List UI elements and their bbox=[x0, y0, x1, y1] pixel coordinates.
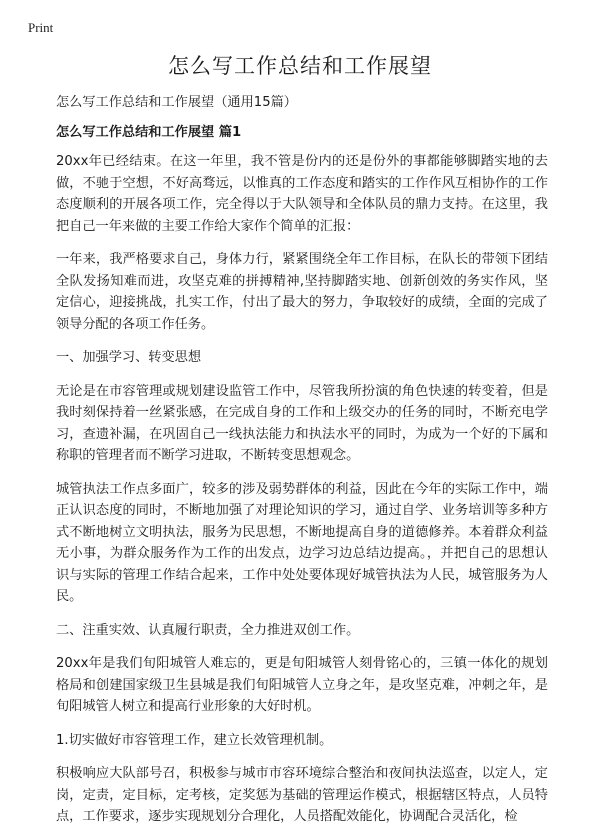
document-title: 怎么写工作总结和工作展望 bbox=[168, 54, 432, 78]
paragraph: 城管执法工作点多面广，较多的涉及弱势群体的利益，因此在今年的实际工作中，端正认识态度的同时，不断地加强了对理论知识的学习，通过自学、业务培训等多种方式不断地树立文明执法，服务为民思想，不断地提高自身的道德修养。本着群众利益无小事，为群众服务作为工作的出发点，边学习边总结边提高。，并把自己的思想认识与实际的管理工作结合起来，工作中处处要体现好城管执法为人民，城管服务为人民。 bbox=[56, 481, 548, 604]
section-heading: 一、加强学习、转变思想 bbox=[56, 350, 202, 365]
sub-heading: 1.切实做好市容管理工作，建立长效管理机制。 bbox=[56, 732, 333, 748]
paragraph: 一年来，我严格要求自己，身体力行，紧紧围绕全年工作目标，在队长的带领下团结全队发扬知难而进，攻坚克难的拼搏精神,坚持脚踏实地、创新创效的务实作风，坚定信心，迎接挑战，扎实工作，付出了最大的努力，争取较好的成绩，全面的完成了领导分配的各项工作任务。 bbox=[56, 252, 548, 332]
print-link[interactable]: Print bbox=[28, 20, 54, 35]
section-heading: 二、注重实效、认真履行职责，全力推进双创工作。 bbox=[56, 622, 360, 638]
document-body bbox=[56, 92, 548, 840]
paragraph: 无论是在市容管理或规划建设监管工作中，尽管我所扮演的角色快速的转变着，但是我时刻保持着一丝紧张感，在完成自身的工作和上级交办的任务的同时，不断充电学习，查遗补漏，在巩固自己一线执法能力和执法水平的同时，为成为一个好的下属和称职的管理者而不断学习进取，不断转变思想观念。 bbox=[56, 383, 548, 463]
paragraph: 20xx年是我们旬阳城管人难忘的，更是旬阳城管人刻骨铭心的，三镇一体化的规划格局和创建国家级卫生县城是我们旬阳城管人立身之年，是攻坚克难，冲刺之年，是旬阳城管人树立和提高行业形象的大好时机。 bbox=[56, 656, 548, 714]
paragraph: 积极响应大队部号召，积极参与城市市容环境综合整治和夜间执法巡查，以定人，定岗，定责，定目标，定考核，定奖惩为基础的管理运作模式，根据辖区特点，人员特点，工作要求，逐步实现规划分合理化，人员搭配效能化，协调配合灵活化，检 bbox=[56, 766, 548, 824]
document-subtitle: 怎么写工作总结和工作展望（通用15篇） bbox=[56, 95, 297, 110]
paragraph: 20xx年已经结束。在这一年里，我不管是份内的还是份外的事都能够脚踏实地的去做，不驰于空想，不好高骛远，以惟真的工作态度和踏实的工作作风互相协作的工作态度顺利的开展各项工作，完全得以于大队领导和全体队员的鼎力支持。在这里，我把自己一年来做的主要工作给大家作个简单的汇报： bbox=[56, 154, 548, 234]
section-title: 怎么写工作总结和工作展望 篇1 bbox=[56, 124, 242, 140]
